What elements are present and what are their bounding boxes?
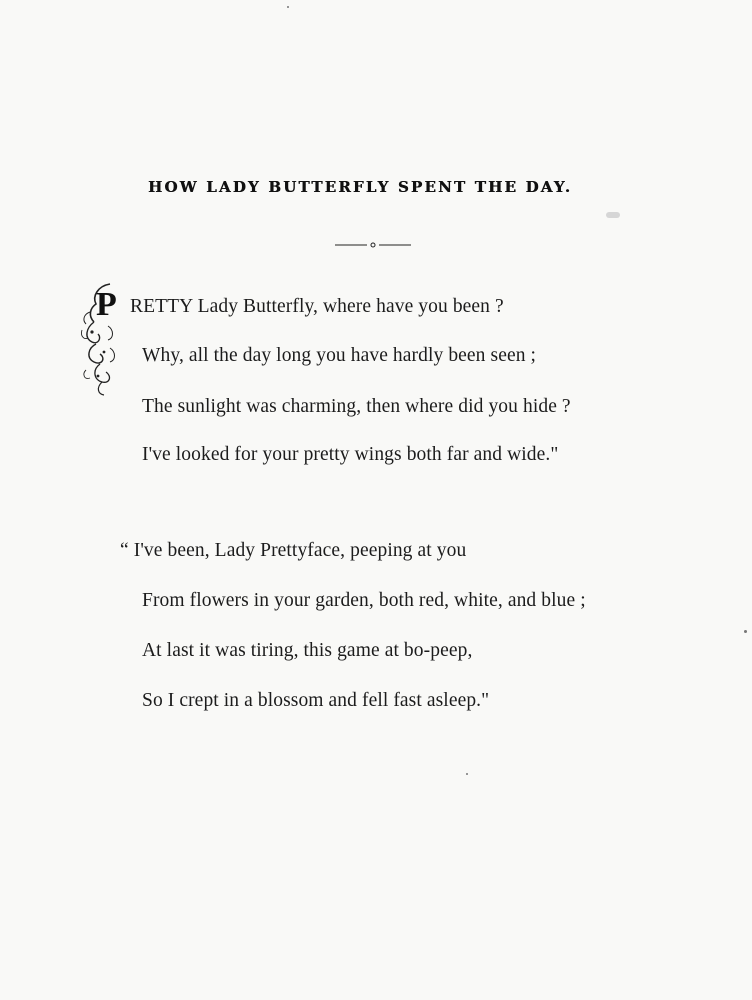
paper-speck [287,6,289,8]
paper-smudge [606,212,620,218]
stanza1-line2: Why, all the day long you have hardly been seen ; [142,345,537,366]
paper-speck [466,773,468,775]
stanza2-line1: “ I've been, Lady Prettyface, peeping at you [120,540,467,561]
stanza1-line3: The sunlight was charming, then where did you hide ? [142,396,571,417]
poem-title: HOW LADY BUTTERFLY SPENT THE DAY. [148,178,573,196]
stanza2-line2: From flowers in your garden, both red, white, and blue ; [142,590,586,611]
stanza2-line3: At last it was tiring, this game at bo-peep, [142,640,473,661]
paper-speck [744,630,747,633]
stanza1-line4: I've looked for your pretty wings both far and wide." [142,444,559,465]
divider-ornament [333,240,413,250]
stanza1-line1: RETTY Lady Butterfly, where have you been ? [130,296,504,317]
drop-cap-letter: P [96,286,117,323]
stanza2-line4: So I crept in a blossom and fell fast asleep." [142,690,490,711]
